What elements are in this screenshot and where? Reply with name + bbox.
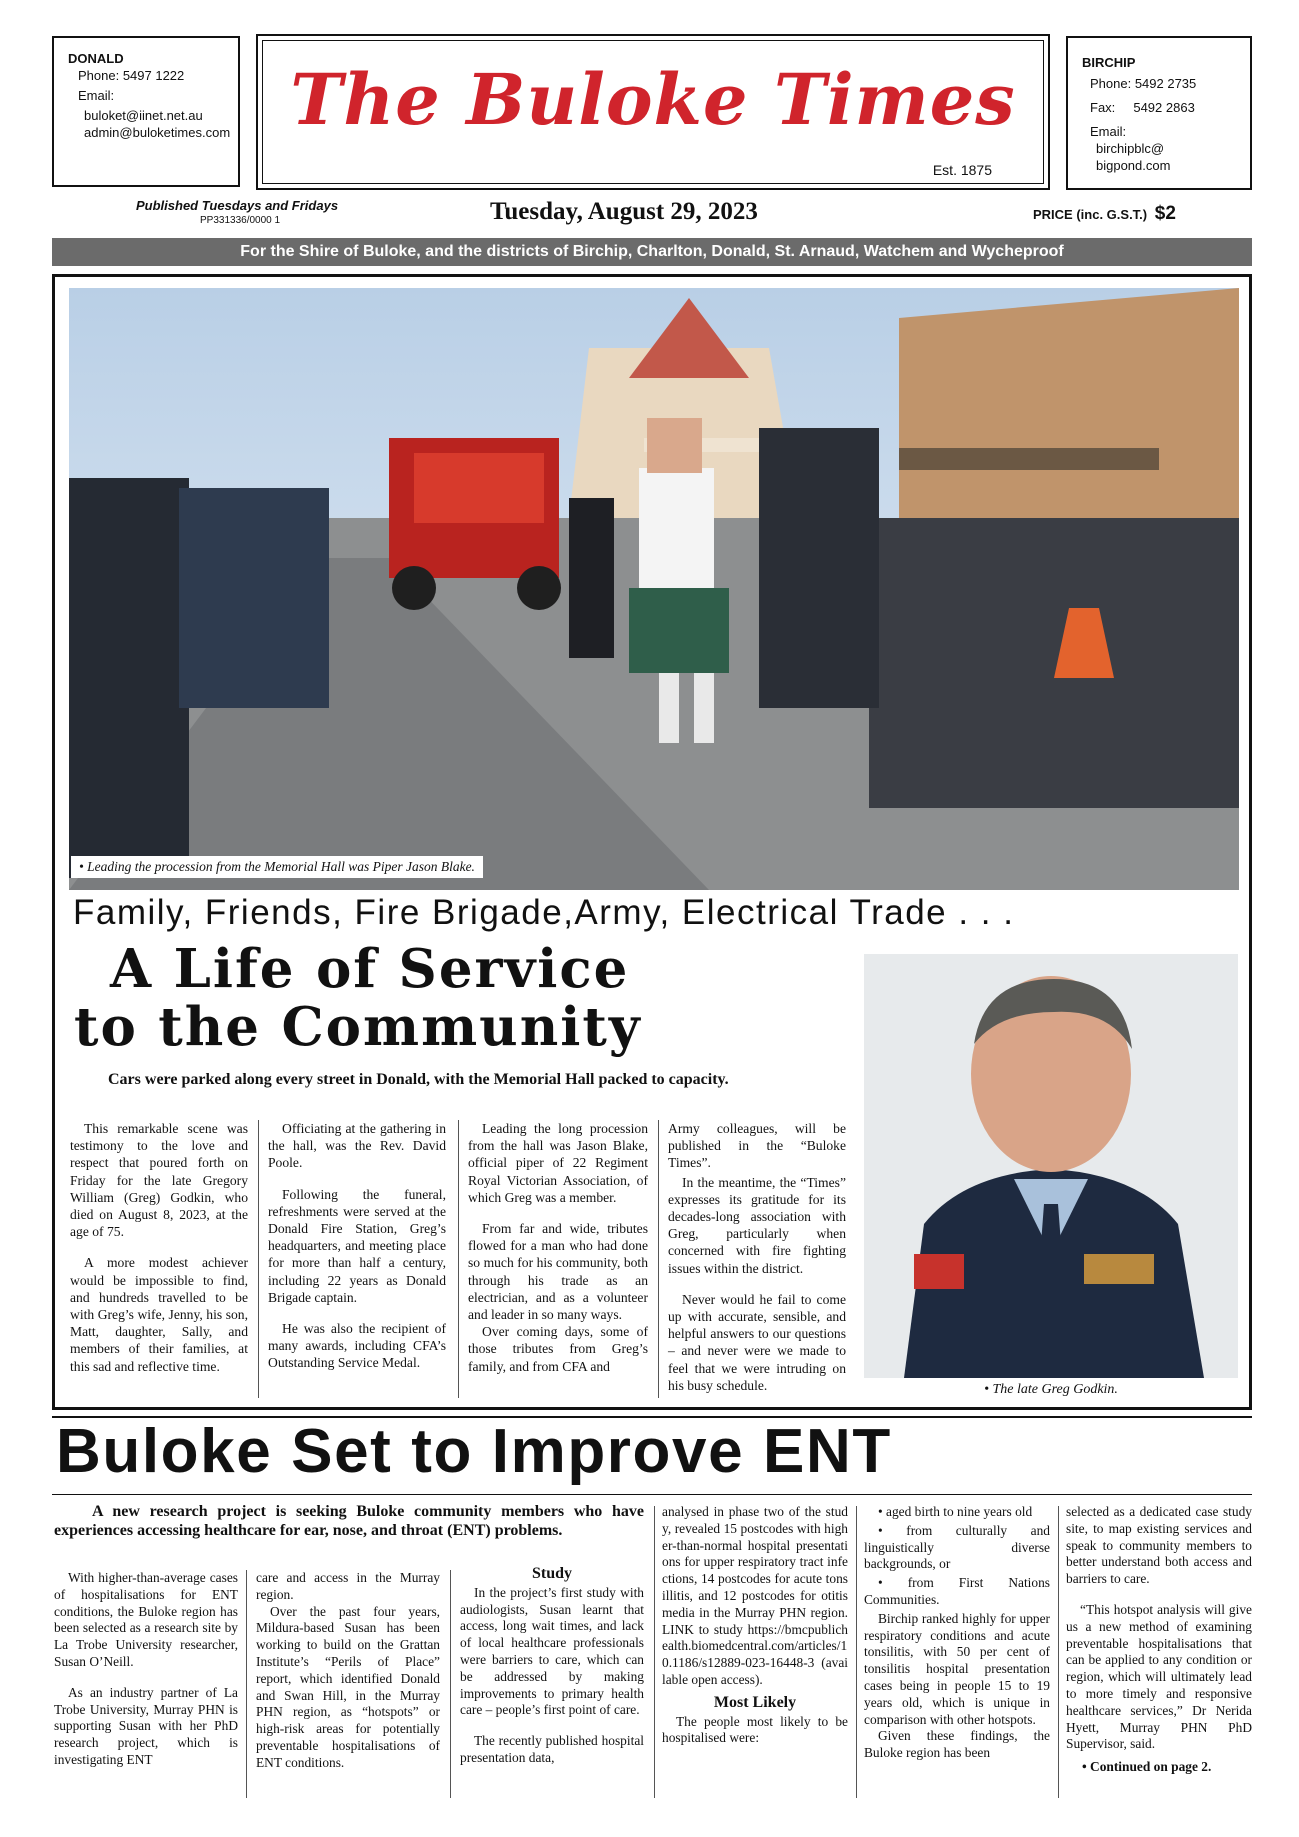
ent-paragraph: The recently published hospital presentation data, bbox=[460, 1733, 644, 1765]
portrait-illustration bbox=[864, 954, 1238, 1378]
masthead bbox=[256, 34, 1050, 190]
price-value: $2 bbox=[1154, 203, 1176, 224]
donald-email-2[interactable]: admin@buloketimes.com bbox=[84, 125, 231, 140]
lead-paragraph: This remarkable scene was testimony to the love and respect that poured forth on Friday for the late Gregory William (Greg) Godkin, who died on August 8, 2023, at the age of 75. bbox=[70, 1121, 248, 1240]
column-rule bbox=[1058, 1506, 1059, 1798]
ent-paragraph: In the project’s first study with audiologists, Susan learnt that access, long wait times, and lack of local healthcare professionals were barriers to care, which can be addressed by making improvements to primary health care – people’s first point of care. bbox=[460, 1584, 644, 1718]
lead-standfirst: Cars were parked along every street in Donald, with the Memorial Hall packed to capacity. bbox=[108, 1071, 729, 1088]
section-rule bbox=[52, 1494, 1252, 1495]
birchip-fax: Fax: 5492 2863 bbox=[1090, 100, 1195, 115]
ent-headline: Buloke Set to Improve ENT bbox=[56, 1417, 892, 1486]
ent-paragraph: selected as a dedicated case study site, to map existing services and speak to community members to better understand both access and barriers to care. bbox=[1066, 1504, 1252, 1587]
most-likely-subheading: Most Likely bbox=[713, 1693, 797, 1711]
ent-column-1 bbox=[54, 1570, 238, 1783]
ent-column-4 bbox=[662, 1504, 848, 1761]
price-label: PRICE (inc. G.S.T.) bbox=[1033, 207, 1148, 222]
newspaper-title: The Buloke Times bbox=[290, 58, 1016, 141]
lead-paragraph: He was also the recipient of many awards, including CFA’s Outstanding Service Medal. bbox=[268, 1321, 446, 1371]
birchip-email-label: Email: bbox=[1090, 124, 1127, 139]
ent-paragraph: analysed in phase two of the study, revealed 15 postcodes with higher-than-normal hospital presentations for upper respiratory tract infections, 14 postcodes for acute tonsillitis, and 12 postcodes for otitis media in the Murray PHN region. LINK to study https://bmcpublichealth.biomedcentral.com/articles/10.1186/s12889-023-16448-3 (available open access). bbox=[662, 1504, 848, 1687]
ent-column-2 bbox=[256, 1570, 440, 1786]
lead-paragraph: Never would he fail to come up with accurate, sensible, and helpful answers to our questions – and never were we made to feel that we were intruding on his busy schedule. bbox=[668, 1291, 846, 1393]
portrait-photo bbox=[864, 954, 1238, 1378]
ent-column-6 bbox=[1066, 1504, 1252, 1776]
study-subheading: Study bbox=[531, 1565, 573, 1582]
procession-photo-caption: • Leading the procession from the Memorial Hall was Piper Jason Blake. bbox=[71, 856, 483, 878]
donald-town: DONALD bbox=[68, 51, 124, 66]
ent-bullet: • from First Nations Communities. bbox=[864, 1575, 1050, 1607]
lead-paragraph: Over coming days, some of those tributes from Greg’s family, and from CFA and bbox=[468, 1324, 648, 1374]
portrait-caption: • The late Greg Godkin. bbox=[984, 1382, 1118, 1397]
lead-column-3 bbox=[468, 1120, 648, 1389]
lead-column-2 bbox=[268, 1120, 446, 1386]
column-rule bbox=[458, 1120, 459, 1398]
lead-paragraph: Army colleagues, will be published in the “Buloke Times”. bbox=[668, 1121, 846, 1171]
birchip-contact-box bbox=[1066, 36, 1252, 190]
lead-paragraph: Leading the long procession from the hall was Jason Blake, official piper of 22 Regiment Royal Victorian Association, of which Greg was a member. bbox=[468, 1121, 648, 1205]
pp-number: PP331336/0000 1 bbox=[200, 215, 281, 226]
donald-phone: Phone: 5497 1222 bbox=[78, 68, 185, 83]
issue-date: Tuesday, August 29, 2023 bbox=[490, 198, 758, 225]
birchip-email-2[interactable]: bigpond.com bbox=[1096, 158, 1171, 173]
ent-paragraph: Over the past four years, Mildura-based Susan has been working to build on the Grattan Institute’s “Perils of Place” report, which identified Donald and Swan Hill, in the Murray PHN region, as “hotspots” or high-risk areas for potentially preventable hospitalisations of ENT conditions. bbox=[256, 1603, 440, 1770]
birchip-email-1[interactable]: birchipblc@ bbox=[1096, 141, 1165, 156]
ent-column-3 bbox=[460, 1566, 644, 1781]
ent-standfirst: A new research project is seeking Buloke community members who have experiences accessing healthcare for ear, nose, and throat (ENT) problems. bbox=[54, 1503, 644, 1539]
ent-bullet: • from culturally and linguistically diverse backgrounds, or bbox=[864, 1522, 1050, 1572]
lead-column-1 bbox=[70, 1120, 248, 1389]
column-rule bbox=[450, 1570, 451, 1798]
ent-paragraph: “This hotspot analysis will give us a new method of examining preventable hospitalisations that can be applied to any condition or region, which will ultimately lead to more timely and responsive healthcare services,” Dr Nerida Hyett, Murray PHN PhD Supervisor, said. bbox=[1066, 1601, 1252, 1752]
birchip-phone: Phone: 5492 2735 bbox=[1090, 76, 1197, 91]
ent-paragraph: care and access in the Murray region. bbox=[256, 1570, 440, 1602]
donald-email-label: Email: bbox=[78, 88, 115, 103]
established-year: Est. 1875 bbox=[932, 162, 992, 178]
lead-column-4 bbox=[668, 1120, 846, 1408]
column-rule bbox=[258, 1120, 259, 1398]
ent-paragraph: Given these findings, the Buloke region has been bbox=[864, 1728, 1050, 1761]
ent-paragraph: The people most likely to be hospitalised were: bbox=[662, 1713, 848, 1746]
lead-kicker: Family, Friends, Fire Brigade,Army, Electrical Trade . . . bbox=[73, 893, 1015, 932]
column-rule bbox=[856, 1506, 857, 1798]
ent-bullet: • aged birth to nine years old bbox=[878, 1504, 1033, 1519]
column-rule bbox=[246, 1570, 247, 1798]
lead-headline-line-2: to the Community bbox=[74, 996, 642, 1058]
continued-on-page-2[interactable]: • Continued on page 2. bbox=[1082, 1759, 1212, 1775]
procession-photo bbox=[69, 288, 1239, 890]
ent-paragraph: As an industry partner of La Trobe University, Murray PHN is supporting Susan with her PhD research project, which is investigating ENT bbox=[54, 1684, 238, 1767]
lead-paragraph: From far and wide, tributes flowed for a man who had done so much for his community, both through his trade as an electrician, and as a volunteer and leader in so many ways. bbox=[468, 1221, 648, 1323]
ent-column-5 bbox=[864, 1504, 1050, 1776]
procession-photo-illustration bbox=[69, 288, 1239, 890]
districts-bar: For the Shire of Buloke, and the districts of Birchip, Charlton, Donald, St. Arnaud, Watchem and Wycheproof bbox=[52, 238, 1252, 266]
ent-paragraph: With higher-than-average cases of hospitalisations for ENT conditions, the Buloke region has been selected as a research site by La Trobe University researcher, Susan O’Neill. bbox=[54, 1570, 238, 1669]
birchip-town: BIRCHIP bbox=[1082, 55, 1136, 70]
donald-contact-box bbox=[52, 36, 240, 187]
lead-headline-line-1: A Life of Service bbox=[110, 938, 630, 1000]
publication-schedule: Published Tuesdays and Fridays bbox=[136, 198, 339, 213]
price bbox=[1033, 203, 1176, 225]
lead-paragraph: A more modest achiever would be impossible to find, and hundreds travelled to be with Greg’s wife, Jenny, his son, Matt, daughter, Sally, and members of their families, at this sad and reflective time. bbox=[70, 1255, 248, 1374]
column-rule bbox=[658, 1120, 659, 1398]
ent-paragraph: Birchip ranked highly for upper respiratory conditions and acute tonsilitis, with 50 per cent of tonsilitis hospital presentation cases being in people 15 to 19 years old, which is unique in comparison with other hotspots. bbox=[864, 1610, 1050, 1727]
lead-paragraph: Following the funeral, refreshments were served at the Donald Fire Station, Greg’s headquarters, and meeting place for more than half a century, including 22 years as Donald Brigade captain. bbox=[268, 1186, 446, 1305]
lead-paragraph: Officiating at the gathering in the hall, was the Rev. David Poole. bbox=[268, 1121, 446, 1171]
lead-paragraph: In the meantime, the “Times” expresses its gratitude for its decades-long association with Greg, particularly when concerned with fire fighting issues within the district. bbox=[668, 1174, 846, 1276]
column-rule bbox=[654, 1506, 655, 1798]
donald-email-1[interactable]: buloket@iinet.net.au bbox=[84, 108, 203, 123]
